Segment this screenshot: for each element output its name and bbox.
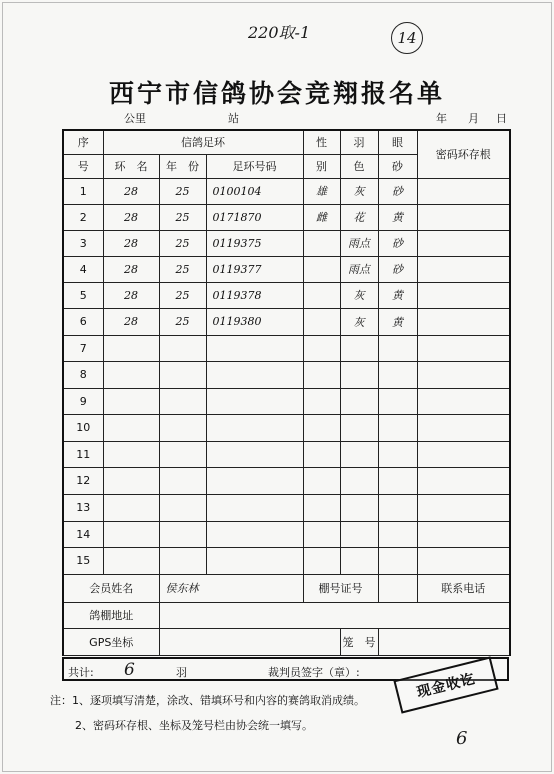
year-cell[interactable] bbox=[159, 335, 206, 361]
row-number: 11 bbox=[63, 441, 103, 467]
stub-cell[interactable] bbox=[417, 414, 510, 441]
stub-header: 密码环存根 bbox=[417, 130, 510, 178]
sex-cell[interactable]: 雌 bbox=[303, 204, 340, 230]
member-name-label: 会员姓名 bbox=[63, 574, 159, 602]
pigeon-rows bbox=[63, 178, 510, 574]
stub-cell[interactable] bbox=[417, 521, 510, 547]
ring-name-cell[interactable] bbox=[103, 441, 159, 467]
cage-label: 笼 号 bbox=[340, 628, 378, 655]
sex-cell[interactable] bbox=[303, 230, 340, 256]
feather-color-cell[interactable]: 雨点 bbox=[340, 256, 378, 282]
sex-cell[interactable] bbox=[303, 335, 340, 361]
note-1: 注：1、逐项填写清楚，涂改、错填环号和内容的赛鸽取消成绩。 bbox=[50, 694, 365, 707]
ring-no-cell[interactable]: 0119380 bbox=[206, 308, 303, 335]
stub-cell[interactable] bbox=[417, 494, 510, 521]
referee-label: 裁判员签字（章）: bbox=[268, 666, 360, 679]
row-number: 1 bbox=[63, 178, 103, 204]
ring-group-header: 信鸽足环 bbox=[103, 130, 303, 154]
row-number: 8 bbox=[63, 361, 103, 388]
ring-name-cell[interactable] bbox=[103, 521, 159, 547]
loft-id-value[interactable] bbox=[378, 574, 417, 602]
table-row bbox=[63, 414, 510, 441]
gps-label: GPS坐标 bbox=[63, 628, 159, 655]
eye-cell[interactable] bbox=[378, 388, 417, 414]
eye-header-top: 眼 bbox=[378, 130, 417, 154]
row-number: 9 bbox=[63, 388, 103, 414]
eye-cell[interactable] bbox=[378, 467, 417, 494]
sex-cell[interactable] bbox=[303, 547, 340, 574]
feather-header-top: 羽 bbox=[340, 130, 378, 154]
year-cell[interactable]: 25 bbox=[159, 204, 206, 230]
sex-cell[interactable]: 雄 bbox=[303, 178, 340, 204]
year-label: 年 bbox=[436, 112, 447, 125]
day-label: 日 bbox=[496, 112, 507, 125]
station-label: 站 bbox=[228, 112, 239, 125]
sex-header-bottom: 别 bbox=[303, 154, 340, 178]
total-value[interactable]: 6 bbox=[124, 660, 135, 680]
phone-label: 联系电话 bbox=[441, 582, 486, 595]
eye-cell[interactable] bbox=[378, 441, 417, 467]
feather-color-cell[interactable] bbox=[340, 467, 378, 494]
cash-received-stamp: 现金收讫 bbox=[393, 656, 498, 713]
ring-name-cell[interactable]: 28 bbox=[103, 230, 159, 256]
sex-cell[interactable] bbox=[303, 467, 340, 494]
registration-table bbox=[62, 129, 511, 656]
row-number: 2 bbox=[63, 204, 103, 230]
year-cell[interactable]: 25 bbox=[159, 230, 206, 256]
table-row bbox=[63, 388, 510, 414]
ring-name-cell[interactable] bbox=[103, 547, 159, 574]
ring-no-cell[interactable] bbox=[206, 335, 303, 361]
stub-cell[interactable] bbox=[417, 308, 510, 335]
ring-name-cell[interactable]: 28 bbox=[103, 178, 159, 204]
form-title: 西宁市信鸽协会竞翔报名单 bbox=[108, 79, 445, 108]
ring-no-cell[interactable] bbox=[206, 414, 303, 441]
sex-cell[interactable] bbox=[303, 256, 340, 282]
ring-no-cell[interactable] bbox=[206, 467, 303, 494]
feather-color-cell[interactable]: 灰 bbox=[340, 282, 378, 308]
feather-color-cell[interactable] bbox=[340, 388, 378, 414]
year-cell[interactable] bbox=[159, 441, 206, 467]
feather-color-cell[interactable]: 花 bbox=[340, 204, 378, 230]
sex-cell[interactable] bbox=[303, 308, 340, 335]
feather-color-cell[interactable] bbox=[340, 361, 378, 388]
feather-color-cell[interactable] bbox=[340, 494, 378, 521]
ring-no-cell[interactable] bbox=[206, 388, 303, 414]
feather-header-bottom: 色 bbox=[340, 154, 378, 178]
ring-no-cell[interactable] bbox=[206, 361, 303, 388]
sex-cell[interactable] bbox=[303, 414, 340, 441]
stub-cell[interactable] bbox=[417, 256, 510, 282]
month-label: 月 bbox=[468, 112, 479, 125]
table-row bbox=[63, 230, 510, 256]
ring-no-cell[interactable] bbox=[206, 521, 303, 547]
table-row bbox=[63, 467, 510, 494]
eye-cell[interactable]: 砂 bbox=[378, 178, 417, 204]
feather-color-cell[interactable] bbox=[340, 521, 378, 547]
member-name-value[interactable]: 侯东林 bbox=[159, 574, 303, 602]
feather-color-cell[interactable]: 灰 bbox=[340, 178, 378, 204]
loft-id-label: 棚号证号 bbox=[303, 574, 378, 602]
feather-color-cell[interactable] bbox=[340, 547, 378, 574]
ring-no-cell[interactable]: 0119377 bbox=[206, 256, 303, 282]
sex-header-top: 性 bbox=[303, 130, 340, 154]
row-number: 10 bbox=[63, 414, 103, 441]
year-cell[interactable]: 25 bbox=[159, 256, 206, 282]
address-value[interactable] bbox=[159, 602, 510, 628]
ring-no-cell[interactable] bbox=[206, 494, 303, 521]
ring-no-cell[interactable]: 0119378 bbox=[206, 282, 303, 308]
table-row bbox=[63, 282, 510, 308]
year-header: 年 份 bbox=[159, 154, 206, 178]
sex-cell[interactable] bbox=[303, 521, 340, 547]
seq-header-top: 序 bbox=[63, 130, 103, 154]
year-cell[interactable]: 25 bbox=[159, 308, 206, 335]
stub-cell[interactable] bbox=[417, 441, 510, 467]
table-row bbox=[63, 441, 510, 467]
year-cell[interactable] bbox=[159, 414, 206, 441]
row-number: 4 bbox=[63, 256, 103, 282]
sex-cell[interactable] bbox=[303, 494, 340, 521]
handwritten-code: 220取-1 bbox=[248, 23, 311, 42]
row-number: 15 bbox=[63, 547, 103, 574]
stub-cell[interactable] bbox=[417, 361, 510, 388]
ring-name-cell[interactable] bbox=[103, 388, 159, 414]
ring-name-cell[interactable] bbox=[103, 467, 159, 494]
year-cell[interactable] bbox=[159, 494, 206, 521]
feather-color-cell[interactable] bbox=[340, 335, 378, 361]
sex-cell[interactable] bbox=[303, 441, 340, 467]
table-row bbox=[63, 547, 510, 574]
sex-cell[interactable] bbox=[303, 282, 340, 308]
row-number: 7 bbox=[63, 335, 103, 361]
eye-header-bottom: 砂 bbox=[378, 154, 417, 178]
ring-no-cell[interactable]: 0171870 bbox=[206, 204, 303, 230]
stub-cell[interactable] bbox=[417, 547, 510, 574]
ring-no-header: 足环号码 bbox=[206, 154, 303, 178]
sex-cell[interactable] bbox=[303, 388, 340, 414]
stub-cell[interactable] bbox=[417, 335, 510, 361]
eye-cell[interactable] bbox=[378, 335, 417, 361]
ring-no-cell[interactable] bbox=[206, 547, 303, 574]
row-number: 13 bbox=[63, 494, 103, 521]
feather-color-cell[interactable]: 雨点 bbox=[340, 230, 378, 256]
year-cell[interactable] bbox=[159, 521, 206, 547]
ring-name-header: 环 名 bbox=[103, 154, 159, 178]
ring-name-cell[interactable] bbox=[103, 414, 159, 441]
address-label: 鸽棚地址 bbox=[63, 602, 159, 628]
feather-color-cell[interactable]: 灰 bbox=[340, 308, 378, 335]
phone-cell[interactable] bbox=[417, 574, 510, 602]
cage-value[interactable] bbox=[378, 628, 510, 655]
eye-cell[interactable] bbox=[378, 521, 417, 547]
total-label: 共计: bbox=[68, 666, 94, 679]
sex-cell[interactable] bbox=[303, 361, 340, 388]
feather-color-cell[interactable] bbox=[340, 414, 378, 441]
eye-cell[interactable]: 黄 bbox=[378, 204, 417, 230]
year-cell[interactable] bbox=[159, 547, 206, 574]
row-number: 12 bbox=[63, 467, 103, 494]
table-row bbox=[63, 494, 510, 521]
eye-cell[interactable]: 黄 bbox=[378, 282, 417, 308]
ring-no-cell[interactable]: 0119375 bbox=[206, 230, 303, 256]
table-row bbox=[63, 308, 510, 335]
table-row bbox=[63, 204, 510, 230]
stub-cell[interactable] bbox=[417, 178, 510, 204]
page-mark: 6 bbox=[456, 728, 468, 749]
eye-cell[interactable]: 砂 bbox=[378, 230, 417, 256]
year-cell[interactable]: 25 bbox=[159, 282, 206, 308]
ring-name-cell[interactable] bbox=[103, 494, 159, 521]
eye-cell[interactable]: 砂 bbox=[378, 256, 417, 282]
ring-no-cell[interactable]: 0100104 bbox=[206, 178, 303, 204]
table-row bbox=[63, 178, 510, 204]
table-row bbox=[63, 361, 510, 388]
ring-name-cell[interactable]: 28 bbox=[103, 308, 159, 335]
stub-cell[interactable] bbox=[417, 467, 510, 494]
stub-cell[interactable] bbox=[417, 282, 510, 308]
row-number: 6 bbox=[63, 308, 103, 335]
feather-color-cell[interactable] bbox=[340, 441, 378, 467]
year-cell[interactable] bbox=[159, 467, 206, 494]
ring-name-cell[interactable] bbox=[103, 361, 159, 388]
ring-name-cell[interactable]: 28 bbox=[103, 204, 159, 230]
eye-cell[interactable] bbox=[378, 547, 417, 574]
year-cell[interactable] bbox=[159, 388, 206, 414]
table-row bbox=[63, 256, 510, 282]
eye-cell[interactable] bbox=[378, 361, 417, 388]
ring-no-cell[interactable] bbox=[206, 441, 303, 467]
note-2: 2、密码环存根、坐标及笼号栏由协会统一填写。 bbox=[75, 719, 313, 732]
row-number: 5 bbox=[63, 282, 103, 308]
row-number: 14 bbox=[63, 521, 103, 547]
row-number: 3 bbox=[63, 230, 103, 256]
ring-name-cell[interactable] bbox=[103, 335, 159, 361]
total-unit: 羽 bbox=[176, 666, 187, 679]
gps-value[interactable] bbox=[159, 628, 340, 655]
year-cell[interactable]: 25 bbox=[159, 178, 206, 204]
eye-cell[interactable]: 黄 bbox=[378, 308, 417, 335]
seq-header-bottom: 号 bbox=[63, 154, 103, 178]
table-row bbox=[63, 521, 510, 547]
circled-number: 14 bbox=[391, 22, 423, 54]
stub-cell[interactable] bbox=[417, 388, 510, 414]
table-row bbox=[63, 335, 510, 361]
ring-name-cell[interactable]: 28 bbox=[103, 282, 159, 308]
ring-name-cell[interactable]: 28 bbox=[103, 256, 159, 282]
eye-cell[interactable] bbox=[378, 494, 417, 521]
stub-cell[interactable] bbox=[417, 230, 510, 256]
eye-cell[interactable] bbox=[378, 414, 417, 441]
km-label: 公里 bbox=[124, 112, 146, 125]
year-cell[interactable] bbox=[159, 361, 206, 388]
stub-cell[interactable] bbox=[417, 204, 510, 230]
